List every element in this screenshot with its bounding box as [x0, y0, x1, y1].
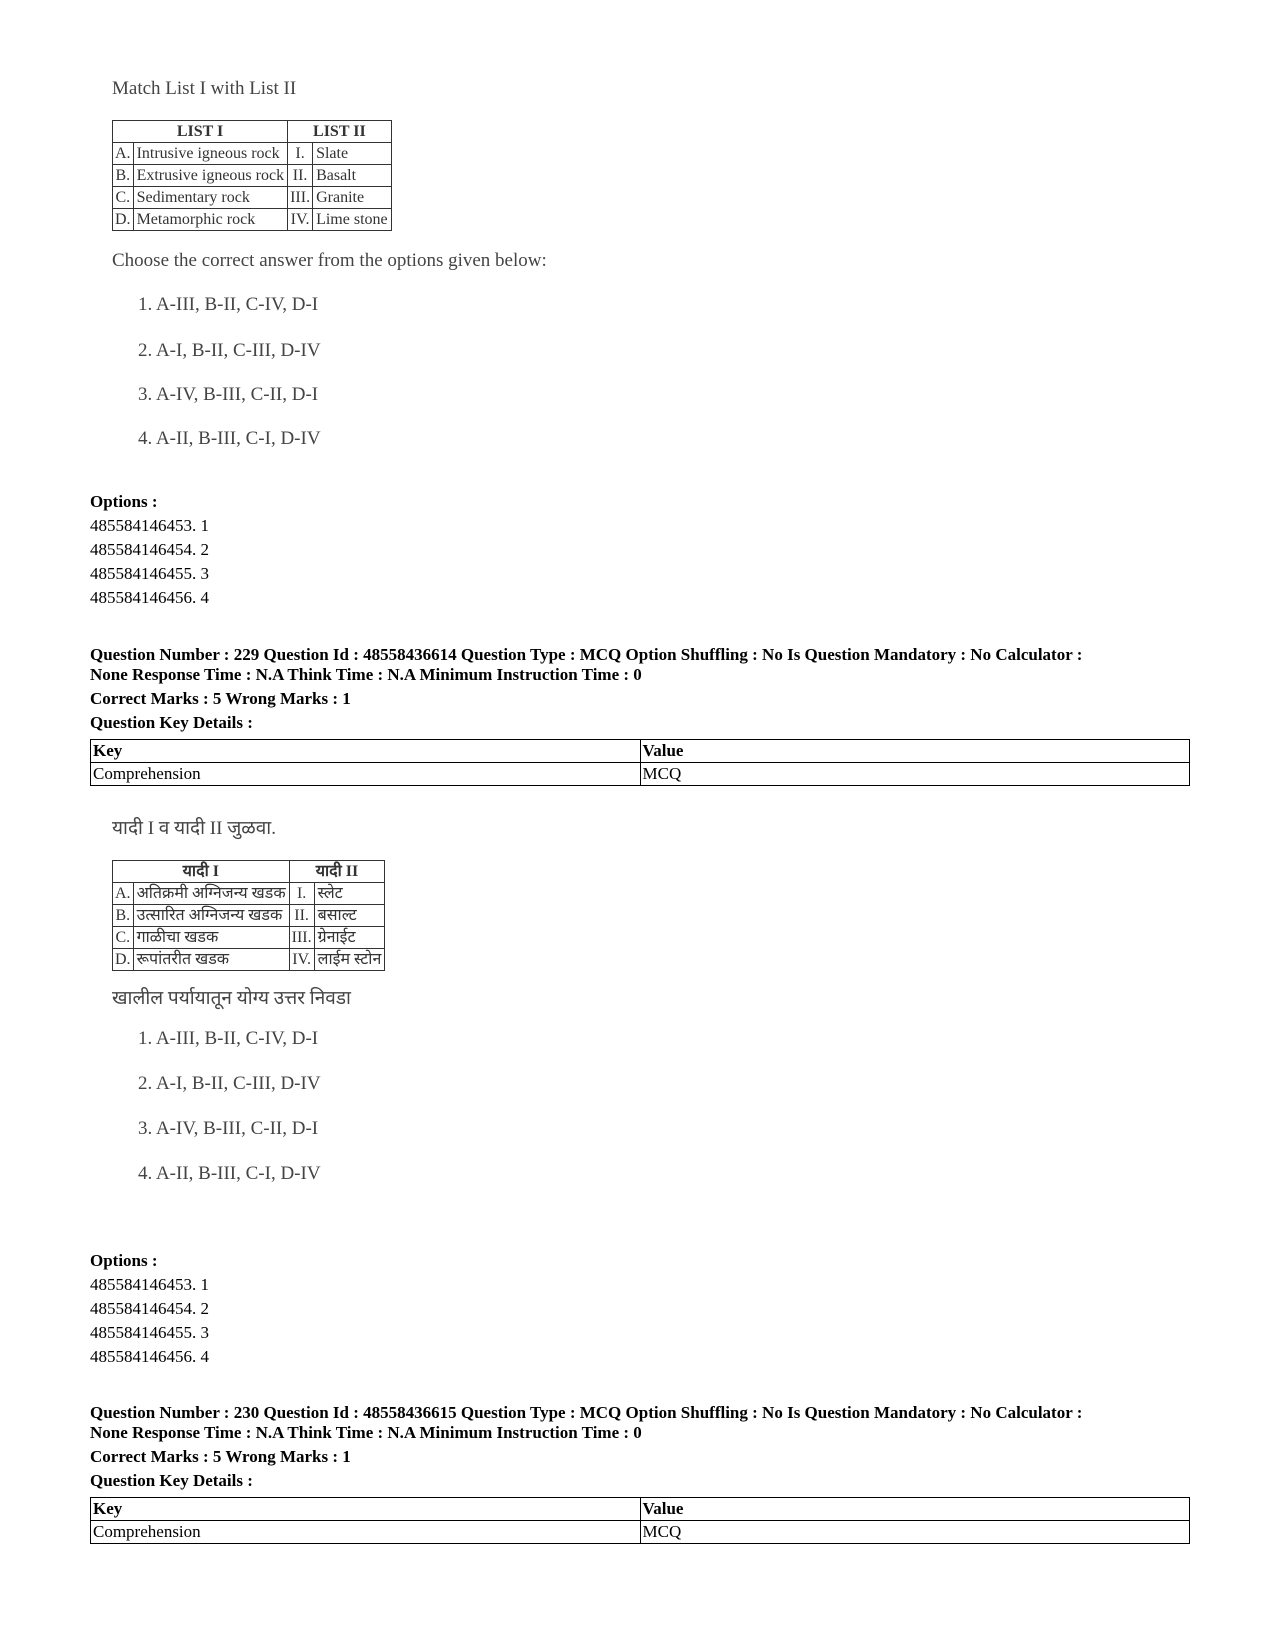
option-item: 485584146455. 3 [90, 564, 209, 583]
q229-answer-choice: 1. A-III, B-II, C-IV, D-I [138, 1028, 319, 1049]
row-numeral: II. [288, 165, 313, 187]
value-header: Value [640, 740, 1190, 763]
match-header-list1: LIST I [113, 121, 288, 143]
row-letter: D. [113, 949, 134, 971]
row-numeral: III. [289, 927, 314, 949]
row-list2: Basalt [313, 165, 392, 187]
question-meta-line1: Question Number : 230 Question Id : 48558436615 Question Type : MCQ Option Shuffling : No Is Question Mandatory : No Calculator : [90, 1403, 1083, 1422]
value-cell: MCQ [640, 763, 1190, 786]
question-meta-line2: None Response Time : N.A Think Time : N.A Minimum Instruction Time : 0 [90, 1423, 642, 1442]
row-list2: ग्रेनाईट [314, 927, 385, 949]
match-row [113, 927, 385, 949]
question-meta-line1: Question Number : 229 Question Id : 48558436614 Question Type : MCQ Option Shuffling : No Is Question Mandatory : No Calculator : [90, 645, 1083, 664]
q229-match-table [112, 860, 385, 971]
match-row [113, 187, 392, 209]
match-row [113, 143, 392, 165]
key-header: Key [91, 1498, 641, 1521]
q228-options [90, 490, 209, 610]
q229-intro: यादी I व यादी II जुळवा. [112, 818, 276, 839]
q229-meta [90, 645, 1082, 733]
row-list1: Metamorphic rock [133, 209, 288, 231]
row-list1: Intrusive igneous rock [133, 143, 288, 165]
option-item: 485584146453. 1 [90, 1275, 209, 1294]
option-item: 485584146454. 2 [90, 1299, 209, 1318]
q230-meta [90, 1403, 1082, 1491]
key-header: Key [91, 740, 641, 763]
key-cell: Comprehension [91, 1521, 641, 1544]
row-list1: उत्सारित अग्निजन्य खडक [133, 905, 289, 927]
row-letter: C. [113, 187, 134, 209]
value-cell: MCQ [640, 1521, 1190, 1544]
question-key-details-label: Question Key Details : [90, 1471, 253, 1490]
question-meta-line2: None Response Time : N.A Think Time : N.A Minimum Instruction Time : 0 [90, 665, 642, 684]
row-numeral: II. [289, 905, 314, 927]
option-item: 485584146455. 3 [90, 1323, 209, 1342]
match-row [113, 165, 392, 187]
q229-key-table [90, 739, 1190, 786]
match-row [113, 905, 385, 927]
q228-answer-choice: 2. A-I, B-II, C-III, D-IV [138, 340, 321, 361]
row-list1: Extrusive igneous rock [133, 165, 288, 187]
option-item: 485584146456. 4 [90, 588, 209, 607]
q228-match-table [112, 120, 392, 231]
q229-answer-choice: 2. A-I, B-II, C-III, D-IV [138, 1073, 321, 1094]
question-key-details-label: Question Key Details : [90, 713, 253, 732]
row-numeral: IV. [289, 949, 314, 971]
row-letter: B. [113, 905, 134, 927]
match-row [113, 883, 385, 905]
key-cell: Comprehension [91, 763, 641, 786]
q228-answer-choice: 1. A-III, B-II, C-IV, D-I [138, 294, 319, 315]
row-letter: D. [113, 209, 134, 231]
q229-answer-choice: 3. A-IV, B-III, C-II, D-I [138, 1118, 319, 1139]
row-list2: लाईम स्टोन [314, 949, 385, 971]
q230-key-table [90, 1497, 1190, 1544]
row-letter: A. [113, 143, 134, 165]
match-row [113, 209, 392, 231]
q228-intro: Match List I with List II [112, 78, 297, 99]
match-header-list2: LIST II [288, 121, 392, 143]
q229-answer-choice: 4. A-II, B-III, C-I, D-IV [138, 1163, 321, 1184]
row-list2: Granite [313, 187, 392, 209]
row-list2: बसाल्ट [314, 905, 385, 927]
row-numeral: III. [288, 187, 313, 209]
value-header: Value [640, 1498, 1190, 1521]
question-marks: Correct Marks : 5 Wrong Marks : 1 [90, 689, 351, 708]
match-header-list1: यादी I [113, 861, 290, 883]
row-letter: C. [113, 927, 134, 949]
q228-answer-choice: 3. A-IV, B-III, C-II, D-I [138, 384, 319, 405]
row-numeral: I. [288, 143, 313, 165]
options-label: Options : [90, 492, 158, 511]
row-list1: Sedimentary rock [133, 187, 288, 209]
row-list1: अतिक्रमी अग्निजन्य खडक [133, 883, 289, 905]
row-letter: A. [113, 883, 134, 905]
row-numeral: I. [289, 883, 314, 905]
options-label: Options : [90, 1251, 158, 1270]
row-list2: Slate [313, 143, 392, 165]
option-item: 485584146454. 2 [90, 540, 209, 559]
row-list1: गाळीचा खडक [133, 927, 289, 949]
match-header-list2: यादी II [289, 861, 385, 883]
row-letter: B. [113, 165, 134, 187]
question-marks: Correct Marks : 5 Wrong Marks : 1 [90, 1447, 351, 1466]
row-list1: रूपांतरीत खडक [133, 949, 289, 971]
q228-choose-instruction: Choose the correct answer from the options given below: [112, 250, 547, 271]
q229-options [90, 1249, 209, 1369]
q228-answer-choice: 4. A-II, B-III, C-I, D-IV [138, 428, 321, 449]
row-numeral: IV. [288, 209, 313, 231]
option-item: 485584146453. 1 [90, 516, 209, 535]
option-item: 485584146456. 4 [90, 1347, 209, 1366]
row-list2: स्लेट [314, 883, 385, 905]
q229-choose-instruction: खालील पर्यायातून योग्य उत्तर निवडा [112, 988, 351, 1009]
row-list2: Lime stone [313, 209, 392, 231]
match-row [113, 949, 385, 971]
